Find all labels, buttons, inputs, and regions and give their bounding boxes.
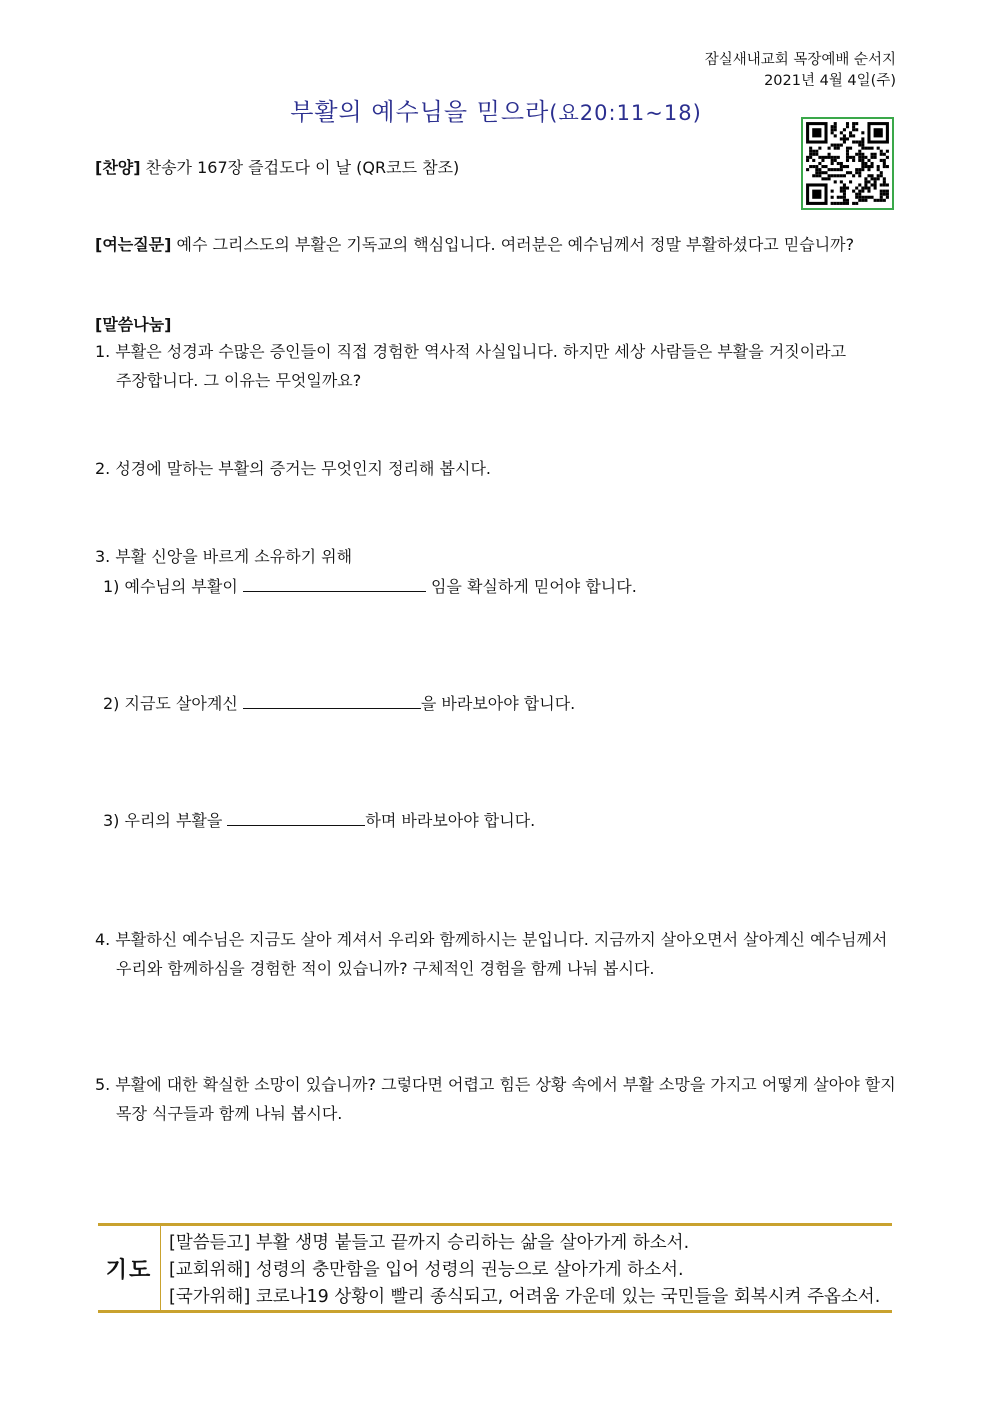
question-3-2 bbox=[103, 689, 575, 718]
prayer-lines bbox=[161, 1226, 880, 1310]
prayer-label: 기도 bbox=[98, 1226, 161, 1310]
answer-blank-1[interactable] bbox=[243, 577, 426, 592]
hymn-line bbox=[95, 153, 459, 182]
question-3-2-after: 을 바라보아야 합니다. bbox=[420, 694, 576, 713]
question-1-line-2: 주장합니다. 그 이유는 무엇일까요? bbox=[116, 371, 362, 390]
question-5-line-2: 목장 식구들과 함께 나눠 봅시다. bbox=[116, 1104, 343, 1123]
opening-question bbox=[95, 230, 854, 259]
question-3-3-after: 하며 바라보아야 합니다. bbox=[365, 811, 536, 830]
answer-blank-2[interactable] bbox=[243, 694, 421, 709]
answer-blank-3[interactable] bbox=[227, 811, 365, 826]
question-3-1-before: 1) 예수님의 부활이 bbox=[103, 577, 243, 596]
prayer-line-nation: [국가위해] 코로나19 상황이 빨리 종식되고, 어려움 가운데 있는 국민들을 회복시켜 주옵소서. bbox=[169, 1287, 881, 1307]
qr-code-graphic bbox=[803, 119, 892, 208]
question-4-line-1: 4. 부활하신 예수님은 지금도 살아 계셔서 우리와 함께하시는 분입니다. 지금까지 살아오면서 살아계신 예수님께서 bbox=[95, 930, 888, 949]
church-name: 잠실새내교회 목장예배 순서지 bbox=[704, 52, 896, 68]
prayer-line-word: [말씀듣고] 부활 생명 붙들고 끝까지 승리하는 삶을 살아가게 하소서. bbox=[169, 1233, 690, 1253]
title-main: 부활의 예수님을 믿으라 bbox=[290, 98, 550, 126]
question-5-line-1: 5. 부활에 대한 확실한 소망이 있습니까? 그렇다면 어렵고 힘든 상황 속에서 부활 소망을 가지고 어떻게 살아야 할지 bbox=[95, 1075, 896, 1094]
header-info bbox=[705, 50, 896, 92]
opening-text: 예수 그리스도의 부활은 기독교의 핵심입니다. 여러분은 예수님께서 정말 부활하셨다고 믿습니까? bbox=[171, 235, 855, 254]
question-2: 2. 성경에 말하는 부활의 증거는 무엇인지 정리해 봅시다. bbox=[95, 459, 491, 478]
qr-code-icon[interactable] bbox=[801, 117, 894, 210]
question-3-2-before: 2) 지금도 살아계신 bbox=[103, 694, 243, 713]
question-3: 3. 부활 신앙을 바르게 소유하기 위해 bbox=[95, 547, 353, 566]
sharing-tag: [말씀나눔] bbox=[95, 315, 172, 334]
question-3-1 bbox=[103, 572, 637, 601]
opening-tag: [여는질문] bbox=[95, 235, 172, 254]
question-3-3-before: 3) 우리의 부활을 bbox=[103, 811, 228, 830]
question-3-3 bbox=[103, 806, 535, 835]
prayer-line-church: [교회위해] 성령의 충만함을 입어 성령의 권능으로 살아가게 하소서. bbox=[169, 1260, 684, 1280]
hymn-tag: [찬양] bbox=[95, 158, 141, 177]
question-1-line-1: 1. 부활은 성경과 수많은 증인들이 직접 경험한 역사적 사실입니다. 하지만 세상 사람들은 부활을 거짓이라고 bbox=[95, 342, 847, 361]
sharing-heading bbox=[95, 310, 171, 339]
question-4-line-2: 우리와 함께하심을 경험한 적이 있습니까? 구체적인 경험을 함께 나눠 봅시다. bbox=[116, 959, 655, 978]
worship-date: 2021년 4월 4일(주) bbox=[764, 73, 896, 89]
question-3-1-after: 임을 확실하게 믿어야 합니다. bbox=[425, 577, 637, 596]
prayer-box bbox=[98, 1223, 892, 1313]
title-reference: (요20:11~18) bbox=[549, 101, 702, 125]
hymn-text: 찬송가 167장 즐겁도다 이 날 (QR코드 참조) bbox=[140, 158, 460, 177]
